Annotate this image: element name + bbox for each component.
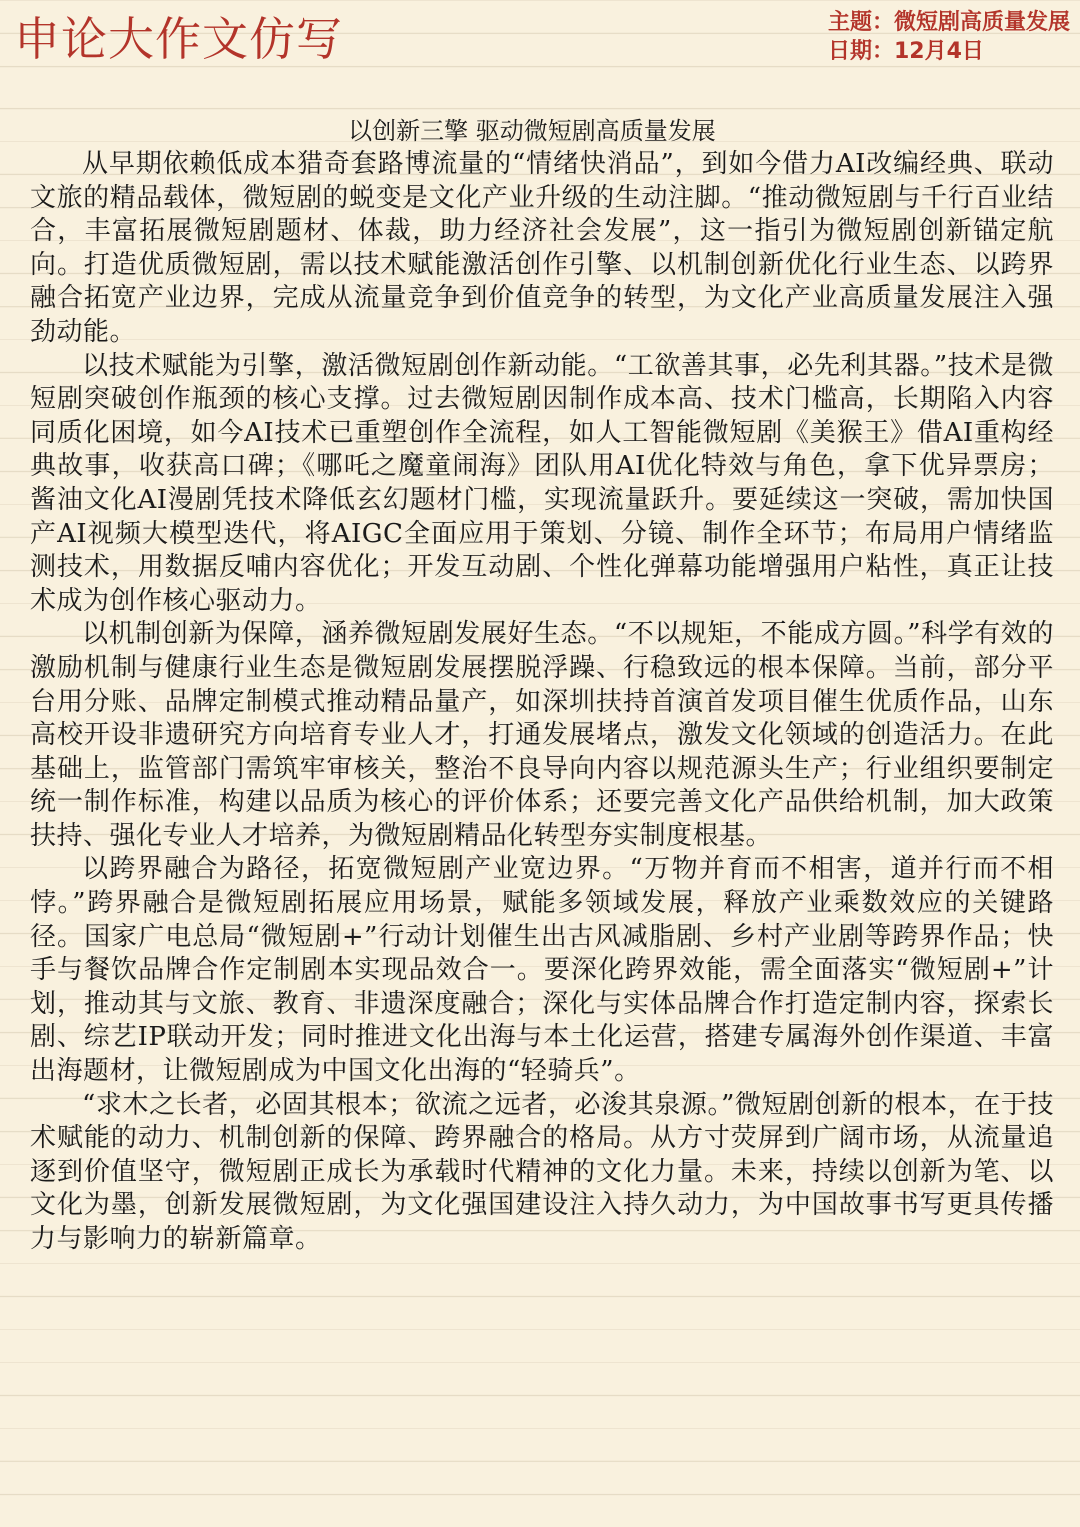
paragraph-intro: 从早期依赖低成本猎奇套路博流量的“情绪快消品”，到如今借力AI改编经典、联动文旅的精品载体，微短剧的蜕变是文化产业升级的生动注脚。“推动微短剧与千行百业结合，丰富拓展微短剧题材、体裁，助力经济社会发展”，这一指引为微短剧创新锚定航向。打造优质微短剧，需以技术赋能激活创作引擎、以机制创新优化行业生态、以跨界融合拓宽产业边界，完成从流量竞争到价值竞争的转型，为文化产业高质量发展注入强劲动能。 bbox=[30, 149, 1054, 347]
essay-title: 以创新三擎 驱动微短剧高质量发展 bbox=[348, 117, 716, 145]
meta-info bbox=[828, 8, 1070, 66]
paragraph-crossover: 以跨界融合为路径，拓宽微短剧产业宽边界。“万物并育而不相害，道并行而不相悖。”跨界融合是微短剧拓展应用场景，赋能多领域发展，释放产业乘数效应的关键路径。国家广电总局“微短剧+”行动计划催生出古风减脂剧、乡村产业剧等跨界作品；快手与餐饮品牌合作定制剧本实现品效合一。要深化跨界效能，需全面落实“微短剧+”计划，推动其与文旅、教育、非遗深度融合；深化与实体品牌合作打造定制内容，探索长剧、综艺IP联动开发；同时推进文化出海与本土化运营，搭建专属海外创作渠道、丰富出海题材，让微短剧成为中国文化出海的“轻骑兵”。 bbox=[30, 854, 1054, 1087]
paragraph-technology: 以技术赋能为引擎，激活微短剧创作新动能。“工欲善其事，必先利其器。”技术是微短剧突破创作瓶颈的核心支撑。过去微短剧因制作成本高、技术门槛高，长期陷入内容同质化困境，如今AI技术已重塑创作全流程，如人工智能微短剧《美猴王》借AI重构经典故事，收获高口碑；《哪吒之魔童闹海》团队用AI优化特效与角色，拿下优异票房；酱油文化AI漫剧凭技术降低玄幻题材门槛，实现流量跃升。要延续这一突破，需加快国产AI视频大模型迭代，将AIGC全面应用于策划、分镜、制作全环节；布局用户情绪监测技术，用数据反哺内容优化；开发互动剧、个性化弹幕功能增强用户粘性，真正让技术成为创作核心驱动力。 bbox=[30, 350, 1054, 616]
date-label: 日期：12月4日 bbox=[827, 39, 984, 64]
topic-label: 主题：微短剧高质量发展 bbox=[827, 10, 1070, 35]
paragraph-conclusion: “求木之长者，必固其根本；欲流之远者，必浚其泉源。”微短剧创新的根本，在于技术赋能的动力、机制创新的保障、跨界融合的格局。从方寸荧屏到广阔市场，从流量追逐到价值坚守，微短剧正成长为承载时代精神的文化力量。未来，持续以创新为笔、以文化为墨，创新发展微短剧，为文化强国建设注入持久动力，为中国故事书写更具传播力与影响力的崭新篇章。 bbox=[30, 1089, 1054, 1254]
brand-title: 申论大作文仿写 bbox=[14, 12, 343, 66]
essay-body bbox=[30, 114, 1054, 1257]
paragraph-mechanism: 以机制创新为保障，涵养微短剧发展好生态。“不以规矩，不能成方圆。”科学有效的激励机制与健康行业生态是微短剧发展摆脱浮躁、行稳致远的根本保障。当前，部分平台用分账、品牌定制模式推动精品量产，如深圳扶持首演首发项目催生优质作品，山东高校开设非遗研究方向培育专业人才，打通发展堵点，激发文化领域的创造活力。在此基础上，监管部门需筑牢审核关，整治不良导向内容以规范源头生产；行业组织要制定统一制作标准，构建以品质为核心的评价体系；还要完善文化产品供给机制，加大政策扶持、强化专业人才培养，为微短剧精品化转型夯实制度根基。 bbox=[30, 619, 1054, 851]
